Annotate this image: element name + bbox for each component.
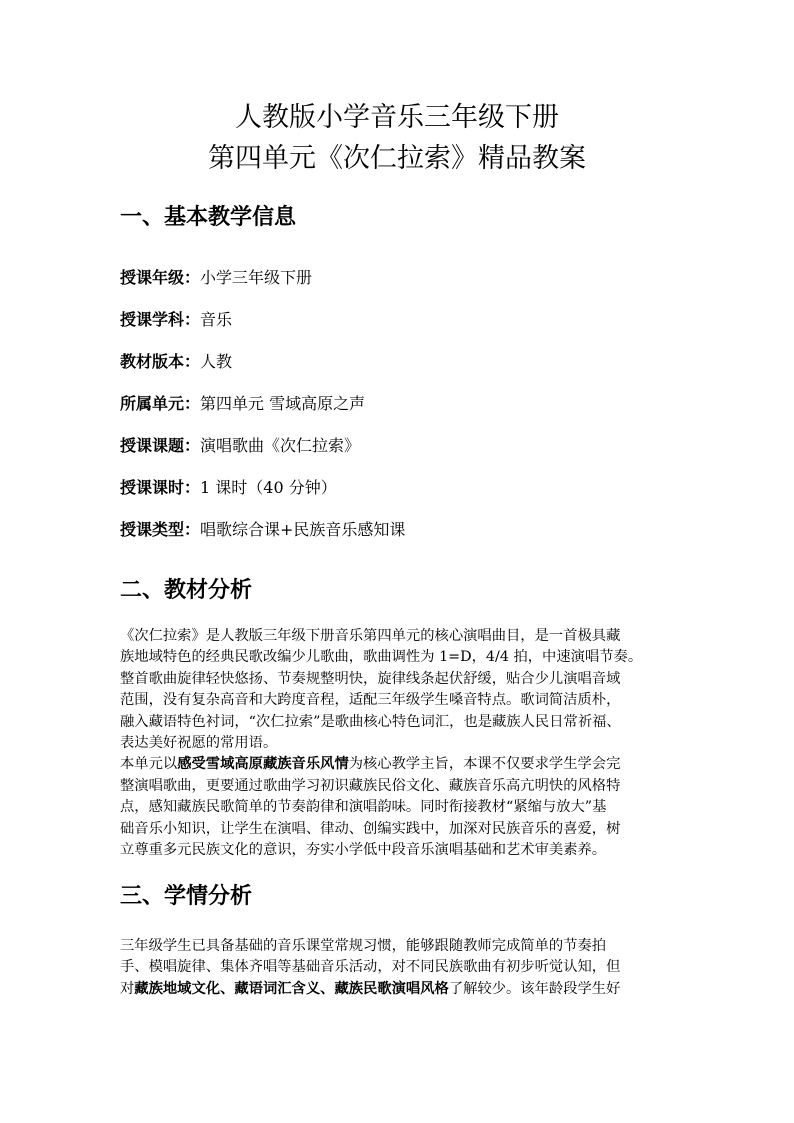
info-label: 授课课题： [120, 436, 201, 455]
paragraph-line: 表达美好祝愿的常用语。 [120, 735, 278, 752]
info-label: 授课学科： [120, 310, 201, 329]
paragraph-line: 手、模唱旋律、集体齐唱等基础音乐活动，对不同民族歌曲有初步听觉认知，但 [120, 959, 621, 976]
info-row-textbook [120, 350, 232, 374]
paragraph-line: 融入藏语特色衬词，“次仁拉索”是歌曲核心特色词汇，也是藏族人民日常祈福、 [120, 713, 621, 730]
info-value: 唱歌综合课+民族音乐感知课 [200, 520, 406, 539]
paragraph-line: 范围，没有复杂高音和大跨度音程，适配三年级学生嗓音特点。歌词简洁质朴， [120, 692, 621, 709]
info-value: 小学三年级下册 [200, 268, 313, 287]
info-row-grade [120, 266, 312, 290]
paragraph-line: 立尊重多元民族文化的意识，夯实小学低中段音乐演唱基础和艺术审美素养。 [120, 842, 607, 859]
info-label: 授课年级： [120, 268, 201, 287]
info-value: 音乐 [200, 310, 233, 329]
info-value: 第四单元 雪域高原之声 [200, 394, 366, 413]
paragraph-line: 点，感知藏族民歌简单的节奏韵律和演唱韵味。同时衔接教材“紧缩与放大”基 [120, 799, 607, 816]
info-row-type [120, 518, 405, 542]
text-run: 本单元以 [120, 756, 178, 773]
section2-heading: 二、教材分析 [120, 578, 253, 603]
document-title-line2: 第四单元《次仁拉索》精品教案 [208, 143, 586, 174]
paragraph-line: 整首歌曲旋律轻快悠扬、节奏规整明快，旋律线条起伏舒缓，贴合少儿演唱音域 [120, 670, 621, 687]
section3-heading: 三、学情分析 [120, 884, 253, 909]
paragraph-line: 整演唱歌曲，更要通过歌曲学习初识藏族民俗文化、藏族音乐高亢明快的风格特 [120, 777, 621, 794]
info-value: 1 课时（40 分钟） [200, 478, 337, 497]
info-row-topic [120, 434, 360, 458]
info-label: 授课课时： [120, 478, 201, 497]
section3-paragraph [120, 936, 685, 1000]
info-row-unit [120, 392, 365, 416]
info-label: 授课类型： [120, 520, 201, 539]
text-run: 为核心教学主旨，本课不仅要求学生学会完 [348, 756, 621, 773]
paragraph-line [120, 754, 685, 775]
paragraph-line: 《次仁拉索》是人教版三年级下册音乐第四单元的核心演唱曲目，是一首极具藏 [120, 628, 621, 644]
info-value: 演唱歌曲《次仁拉索》 [200, 436, 361, 455]
paragraph-line: 三年级学生已具备基础的音乐课堂常规习惯，能够跟随教师完成简单的节奏拍 [120, 938, 607, 954]
text-run: 了解较少。该年龄段学生好 [448, 980, 621, 997]
document-title-line1: 人教版小学音乐三年级下册 [235, 102, 559, 133]
paragraph-line [120, 979, 685, 1000]
paragraph-line: 族地域特色的经典民歌改编少儿歌曲，歌曲调性为 1=D，4/4 拍，中速演唱节奏。 [120, 649, 643, 666]
section1-heading: 一、基本教学信息 [120, 205, 297, 230]
info-label: 教材版本： [120, 352, 201, 371]
info-row-hours [120, 476, 337, 500]
emphasis-text: 感受雪域高原藏族音乐风情 [177, 756, 349, 773]
info-row-subject [120, 308, 232, 332]
section2-paragraph1 [120, 626, 685, 861]
paragraph-line: 础音乐小知识，让学生在演唱、律动、创编实践中，加深对民族音乐的喜爱，树 [120, 820, 621, 837]
text-run: 对 [120, 980, 135, 997]
info-label: 所属单元： [120, 394, 201, 413]
info-value: 人教 [200, 352, 233, 371]
emphasis-text: 藏族地域文化、藏语词汇含义、藏族民歌演唱风格 [134, 980, 449, 997]
